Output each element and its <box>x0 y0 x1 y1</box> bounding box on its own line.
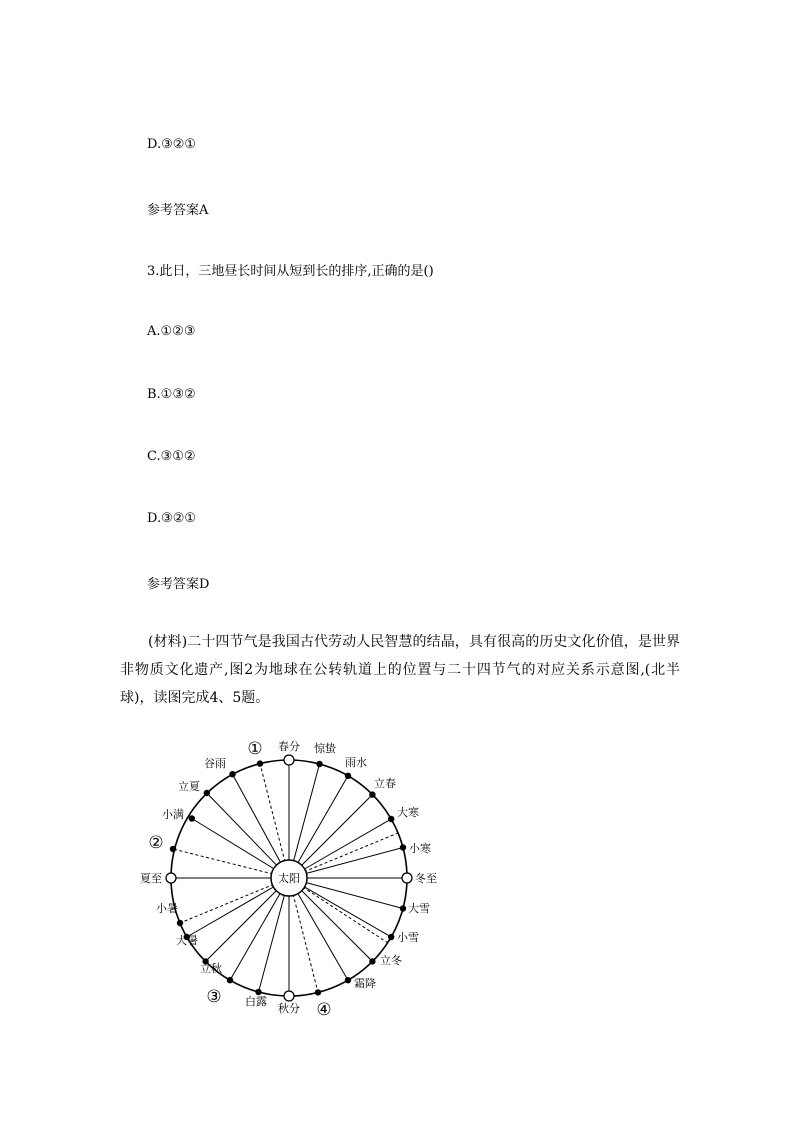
label-yushui: 雨水 <box>345 756 367 769</box>
label-liqiu: 立秋 <box>200 962 222 975</box>
point-xiazhi <box>166 873 176 883</box>
label-dongzhi: 冬至 <box>415 872 437 885</box>
point-liqiu <box>227 977 233 983</box>
label-shuangjiang: 霜降 <box>354 977 376 990</box>
label-xiazhi: 夏至 <box>140 872 162 885</box>
label-jingzhe: 惊蛰 <box>314 742 336 755</box>
point-xiaoman <box>189 815 195 821</box>
label-guyu: 谷雨 <box>204 757 226 770</box>
point-xiaoxue <box>388 934 394 940</box>
label-lixia: 立夏 <box>178 780 200 793</box>
point-marker-4 <box>315 989 321 995</box>
label-dashu: 大暑 <box>176 934 198 947</box>
point-chunfen <box>284 755 294 765</box>
point-lidong <box>369 958 375 964</box>
label-daxue: 大雪 <box>408 902 430 915</box>
material-paragraph: (材料)二十四节气是我国古代劳动人民智慧的结晶，具有很高的历史文化价值，是世界非物质文化遗产,图2为地球在公转轨道上的位置与二十四节气的对应关系示意图,(北半球)，读图完成4、5题。 <box>120 634 680 706</box>
question-3-option-d: D.③②① <box>147 511 197 526</box>
point-lichun <box>369 791 375 797</box>
point-marker-1 <box>257 760 263 766</box>
question-3-answer: 参考答案D <box>147 577 210 592</box>
question-3-stem: 3.此日，三地昼长时间从短到长的排序,正确的是() <box>147 264 434 279</box>
point-lixia <box>204 790 210 796</box>
point-qiufen <box>284 991 294 1001</box>
point-guyu <box>229 771 235 777</box>
point-shuangjiang <box>345 977 351 983</box>
question-3-option-b: B.①③② <box>147 387 196 402</box>
question-3-option-c: C.③①② <box>147 449 196 464</box>
answer-previous: 参考答案A <box>147 203 209 218</box>
point-yushui <box>345 773 351 779</box>
label-xiaoxue: 小雪 <box>397 931 419 944</box>
label-xiaoman: 小满 <box>162 808 184 821</box>
marker-1: ① <box>247 739 263 759</box>
point-extra-left <box>177 920 183 926</box>
marker-3: ③ <box>206 987 222 1007</box>
label-dahan: 大寒 <box>397 806 419 819</box>
point-xiaohan <box>400 844 406 850</box>
label-lichun: 立春 <box>374 777 396 790</box>
point-jingzhe <box>316 761 322 767</box>
marker-2: ② <box>148 833 164 853</box>
point-dahan <box>388 816 394 822</box>
label-xiaohan: 小寒 <box>409 842 431 855</box>
label-qiufen: 秋分 <box>278 1002 300 1015</box>
label-chunfen: 春分 <box>278 740 300 753</box>
label-lidong: 立冬 <box>380 954 402 967</box>
marker-4: ④ <box>316 1000 332 1020</box>
point-marker-2 <box>170 846 176 852</box>
label-xiaoshu: 小暑 <box>156 902 178 915</box>
point-dongzhi <box>402 873 412 883</box>
question-3-option-a: A.①②③ <box>147 324 196 339</box>
solar-terms-orbit-diagram <box>118 730 448 1025</box>
point-daxue <box>400 905 406 911</box>
sun-label: 太阳 <box>278 872 300 885</box>
option-d-previous: D.③②① <box>147 137 197 152</box>
label-bailu: 白露 <box>245 995 267 1008</box>
